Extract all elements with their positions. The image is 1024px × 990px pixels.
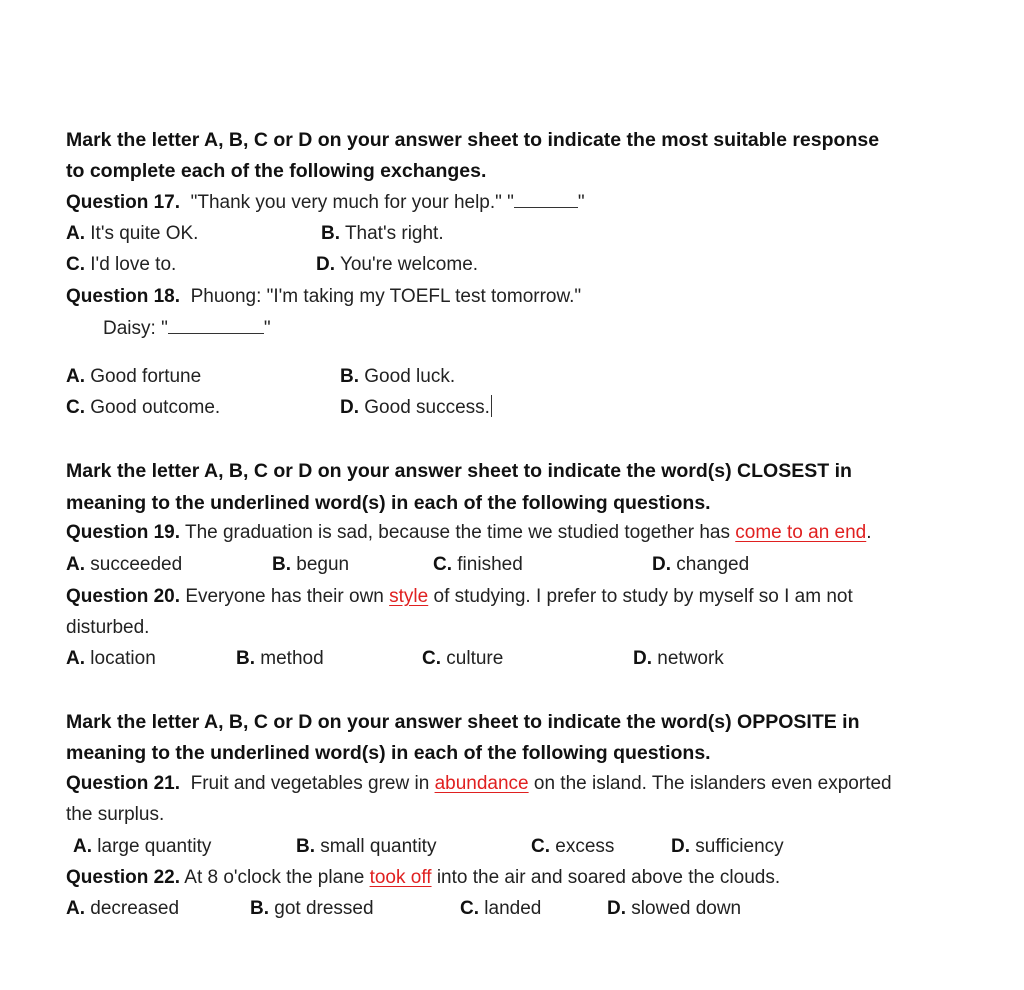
section-3-instruction-line-1: Mark the letter A, B, C or D on your answer sheet to indicate the word(s) OPPOSITE in xyxy=(66,711,860,733)
option-letter: C. xyxy=(66,254,85,275)
question-22-text-before: At 8 o'clock the plane xyxy=(184,867,370,888)
q22-option-a xyxy=(66,896,179,922)
q20-option-c xyxy=(422,646,503,672)
option-text: small quantity xyxy=(320,836,437,857)
q18-option-a xyxy=(66,364,201,390)
question-20-text-before: Everyone has their own xyxy=(185,586,390,607)
question-22-label: Question 22. xyxy=(66,867,181,888)
option-letter: B. xyxy=(340,366,359,387)
question-20-continuation: disturbed. xyxy=(66,617,150,638)
option-letter: B. xyxy=(296,836,315,857)
section-2-instruction-line-1: Mark the letter A, B, C or D on your answer sheet to indicate the word(s) CLOSEST in xyxy=(66,460,852,482)
option-letter: C. xyxy=(460,898,479,919)
question-17-label: Question 17. xyxy=(66,192,181,213)
option-letter: D. xyxy=(607,898,626,919)
q21-option-b xyxy=(296,834,436,860)
option-text: large quantity xyxy=(97,836,212,857)
option-text: I'd love to. xyxy=(90,254,177,275)
question-21-label: Question 21. xyxy=(66,773,181,794)
question-18 xyxy=(66,284,581,310)
question-17-prompt-close: " xyxy=(577,192,585,213)
question-19-underlined: come to an end xyxy=(735,522,867,543)
section-1-instruction-line-2: to complete each of the following exchanges. xyxy=(66,160,487,182)
q18-option-b xyxy=(340,364,455,390)
q21-option-d xyxy=(671,834,784,860)
question-18-speaker-2 xyxy=(103,315,271,342)
option-letter: A. xyxy=(66,898,85,919)
section-2-instruction-line-2: meaning to the underlined word(s) in each of the following questions. xyxy=(66,492,711,514)
q18-option-d xyxy=(340,395,492,421)
question-20-underlined: style xyxy=(389,586,429,607)
option-letter: B. xyxy=(236,648,255,669)
question-19 xyxy=(66,520,872,546)
question-19-text-after: . xyxy=(866,522,872,543)
question-21-text-after: on the island. The islanders even exported xyxy=(528,773,892,794)
option-letter: C. xyxy=(422,648,441,669)
option-letter: C. xyxy=(433,554,452,575)
q19-option-c xyxy=(433,552,523,578)
question-20 xyxy=(66,584,853,610)
question-21 xyxy=(66,771,892,797)
option-text: method xyxy=(260,648,324,669)
option-text: slowed down xyxy=(631,898,742,919)
option-text: Good fortune xyxy=(90,366,202,387)
option-text: It's quite OK. xyxy=(90,223,199,244)
section-1-instruction-line-1: Mark the letter A, B, C or D on your answer sheet to indicate the most suitable response xyxy=(66,129,880,151)
question-18-speaker-1: Phuong: "I'm taking my TOEFL test tomorrow." xyxy=(190,286,582,307)
option-text: changed xyxy=(676,554,750,575)
option-text: finished xyxy=(457,554,523,575)
q17-option-c xyxy=(66,252,176,278)
q21-option-a xyxy=(73,834,211,860)
option-letter: C. xyxy=(66,397,85,418)
option-letter: A. xyxy=(66,648,85,669)
question-19-text-before: The graduation is sad, because the time we studied together has xyxy=(184,522,736,543)
question-17-prompt-open: "Thank you very much for your help." " xyxy=(190,192,514,213)
answer-blank xyxy=(168,315,264,334)
q18-option-c xyxy=(66,395,220,421)
question-18-label: Question 18. xyxy=(66,286,181,307)
q19-option-d xyxy=(652,552,749,578)
q17-option-a xyxy=(66,221,198,247)
question-21-continuation: the surplus. xyxy=(66,804,165,825)
q22-option-b xyxy=(250,896,374,922)
question-20-text-after: of studying. I prefer to study by myself so I am not xyxy=(428,586,853,607)
question-21-text-before: Fruit and vegetables grew in xyxy=(190,773,435,794)
option-text: Good outcome. xyxy=(90,397,221,418)
option-letter: D. xyxy=(316,254,335,275)
option-text: got dressed xyxy=(274,898,374,919)
option-letter: B. xyxy=(272,554,291,575)
option-letter: D. xyxy=(671,836,690,857)
question-17 xyxy=(66,189,585,216)
section-3-instruction-line-2: meaning to the underlined word(s) in each of the following questions. xyxy=(66,742,711,764)
option-letter: A. xyxy=(66,223,85,244)
option-letter: A. xyxy=(66,554,85,575)
option-text: location xyxy=(90,648,156,669)
q17-option-b xyxy=(321,221,444,247)
q20-option-b xyxy=(236,646,324,672)
q22-option-c xyxy=(460,896,541,922)
option-letter: D. xyxy=(633,648,652,669)
option-letter: B. xyxy=(250,898,269,919)
q21-option-c xyxy=(531,834,614,860)
answer-blank xyxy=(514,189,578,208)
option-letter: D. xyxy=(340,397,359,418)
option-letter: D. xyxy=(652,554,671,575)
question-22-text-after: into the air and soared above the clouds. xyxy=(431,867,781,888)
option-text: That's right. xyxy=(344,223,444,244)
option-text: begun xyxy=(296,554,350,575)
text-cursor xyxy=(491,395,492,417)
q22-option-d xyxy=(607,896,741,922)
question-20-label: Question 20. xyxy=(66,586,181,607)
option-letter: B. xyxy=(321,223,340,244)
question-18-speaker-2-close: " xyxy=(263,318,271,339)
option-letter: A. xyxy=(66,366,85,387)
option-text: culture xyxy=(446,648,504,669)
option-text: excess xyxy=(555,836,615,857)
option-text: Good luck. xyxy=(364,366,456,387)
option-letter: A. xyxy=(73,836,92,857)
option-text: sufficiency xyxy=(695,836,784,857)
question-22-underlined: took off xyxy=(369,867,432,888)
q20-option-a xyxy=(66,646,156,672)
q19-option-a xyxy=(66,552,182,578)
option-text: decreased xyxy=(90,898,180,919)
question-19-label: Question 19. xyxy=(66,522,181,543)
option-text: Good success. xyxy=(364,397,490,418)
question-22 xyxy=(66,865,780,891)
q19-option-b xyxy=(272,552,349,578)
q20-option-d xyxy=(633,646,724,672)
question-21-underlined: abundance xyxy=(434,773,529,794)
question-18-speaker-2-open: Daisy: " xyxy=(103,318,168,339)
option-text: landed xyxy=(484,898,542,919)
option-text: You're welcome. xyxy=(339,254,479,275)
q17-option-d xyxy=(316,252,478,278)
option-text: succeeded xyxy=(90,554,183,575)
option-text: network xyxy=(657,648,724,669)
option-letter: C. xyxy=(531,836,550,857)
